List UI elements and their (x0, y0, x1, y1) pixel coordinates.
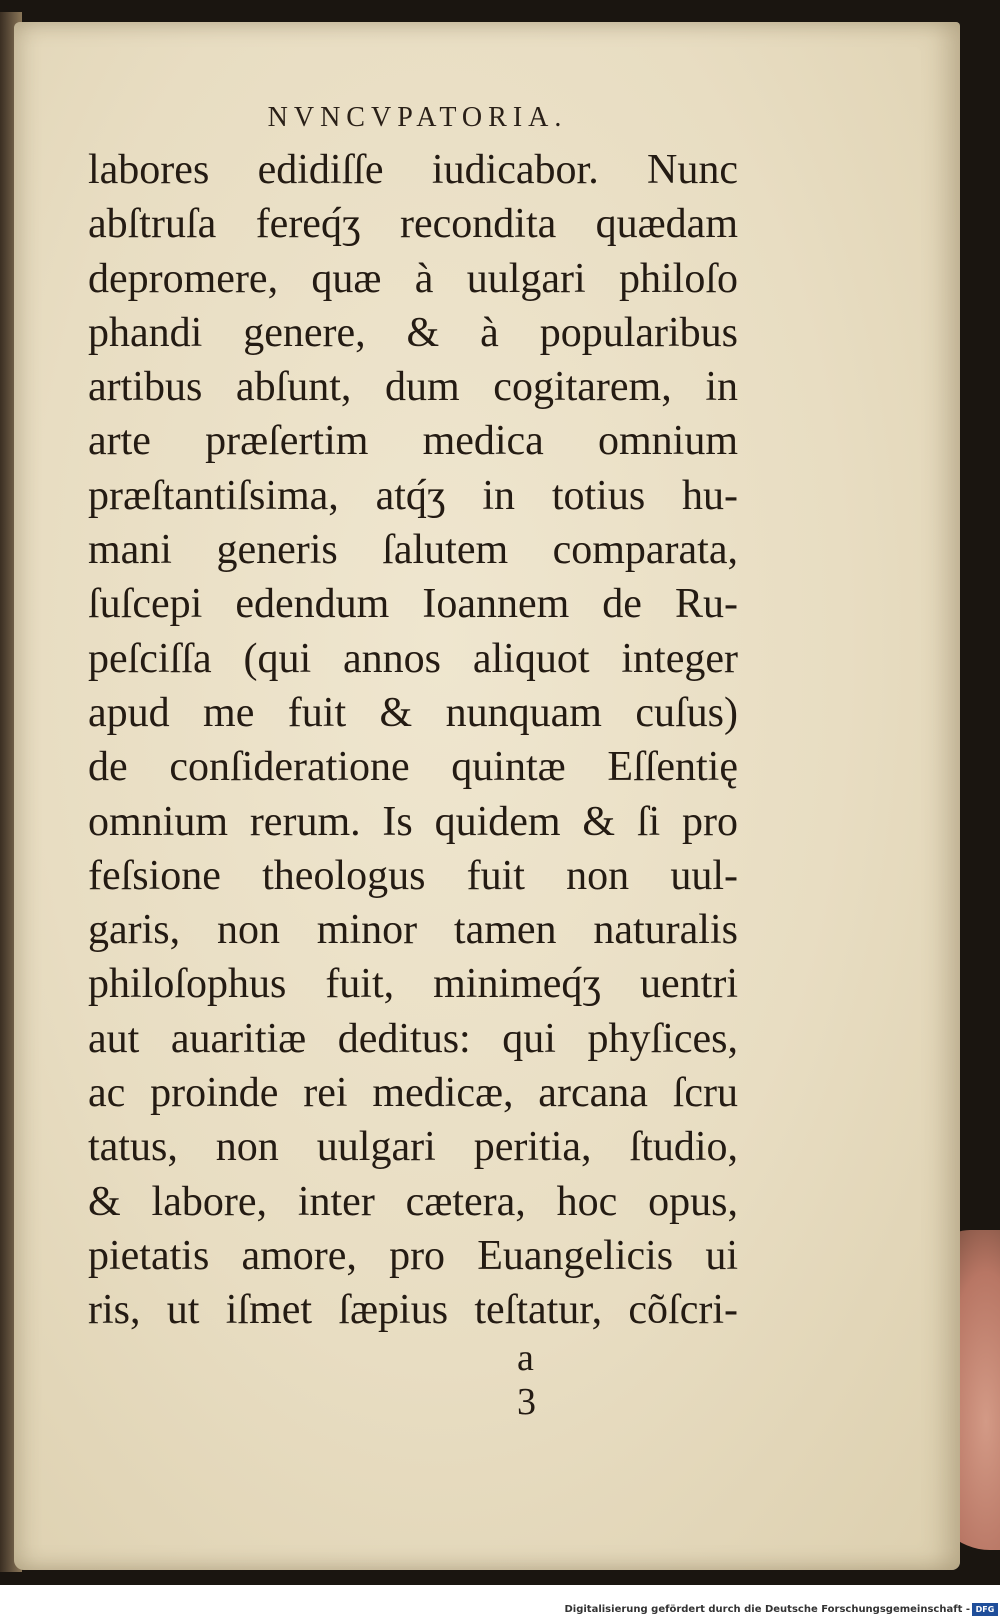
text-line: depromere, quæ à uulgari philoſo (88, 255, 738, 302)
text-line: & labore, inter cætera, hoc opus, (88, 1178, 738, 1225)
text-line: præſtantiſsima, atq́ʒ in totius hu- (88, 472, 738, 519)
running-head: NVNCVPATORIA. (267, 102, 568, 133)
text-line: peſciſſa (qui annos aliquot integer (88, 635, 738, 682)
text-line: ſuſcepi edendum Ioannem de Ru- (88, 581, 738, 628)
text-line: ac proinde rei medicæ, arcana ſcru (88, 1070, 738, 1117)
text-line: arte præſertim medica omnium (88, 418, 738, 465)
text-line: apud me fuit & nunquam cuſus) (88, 689, 738, 736)
text-line: abſtruſa fereq́ʒ recondita quædam (88, 201, 738, 248)
text-line: garis, non minor tamen naturalis (88, 907, 738, 954)
text-line: tatus, non uulgari peritia, ſtudio, (88, 1124, 738, 1171)
text-line: ris, ut iſmet ſæpius teſtatur, cõſcri- (88, 1287, 738, 1334)
text-line: phandi genere, & à popularibus (88, 309, 738, 356)
text-line: aut auaritiæ deditus: qui phyſices, (88, 1015, 738, 1062)
text-line: pietatis amore, pro Euangelicis ui (88, 1232, 738, 1279)
text-line: labores edidiſſe iudicabor. Nunc (88, 147, 738, 193)
text-line: artibus abſunt, dum cogitarem, in (88, 364, 738, 411)
text-line: de conſideratione quintæ Eſſentię (88, 744, 738, 791)
dfg-logo: DFG (972, 1603, 998, 1616)
text-line: omnium rerum. Is quidem & ſi pro (88, 798, 738, 845)
text-line: mani generis ſalutem comparata, (88, 527, 738, 574)
body-text (88, 143, 738, 1338)
signature-mark: a 3 (517, 1337, 562, 1423)
text-line: feſsione theologus fuit non uul- (88, 852, 738, 899)
footer-credit: Digitalisierung gefördert durch die Deutsche Forschungsgemeinschaft - (564, 1604, 970, 1615)
text-line: philoſophus fuit, minimeq́ʒ uentri (88, 961, 738, 1008)
